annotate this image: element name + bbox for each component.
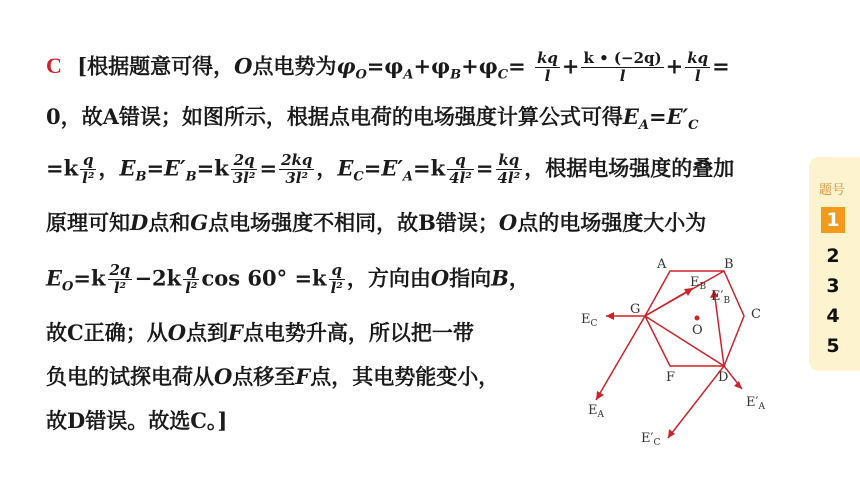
text: = — [712, 53, 730, 79]
nav-item-5[interactable]: 5 — [826, 335, 840, 357]
text: =φ — [366, 53, 404, 79]
fraction: $\frac{kq}{\text{4l²}}$ — [497, 151, 521, 188]
label-ec: $E_C$ — [581, 312, 598, 329]
fraction: $\frac{q}{\text{4l²}}$ — [449, 151, 472, 188]
text: =E′ — [649, 104, 689, 129]
fraction: $\frac{q}{\text{l²}}$ — [82, 151, 95, 188]
text: = — [508, 53, 526, 79]
text: φ — [336, 53, 356, 79]
fraction: $\frac{q}{\text{l²}}$ — [185, 261, 198, 298]
line-g-ea — [596, 316, 645, 400]
question-nav — [809, 157, 860, 371]
line-6: 故C正确；从O点到F点电势升高，所以把一带 — [46, 320, 474, 345]
nav-item-1[interactable]: 1 — [821, 207, 845, 233]
nav-item-4[interactable]: 4 — [826, 305, 840, 327]
text: + — [561, 53, 580, 79]
text: 0，故A错误；如图所示，根据点电荷的电场强度计算公式可得 — [46, 104, 623, 129]
label-ea: $E_A$ — [588, 403, 604, 420]
label-epa: $E'_A$ — [746, 395, 765, 412]
label-f: F — [666, 370, 676, 385]
text: +φ — [461, 53, 498, 79]
arrowhead — [734, 381, 742, 389]
text: A — [403, 67, 414, 83]
label-eb: $E_B$ — [690, 275, 707, 292]
text: O — [234, 53, 253, 79]
fraction: $\frac{q}{\text{l²}}$ — [330, 261, 343, 298]
label-d: D — [718, 370, 729, 385]
text: [根据题意可得， — [77, 53, 235, 79]
line-d-epc — [668, 366, 724, 438]
line-3: =k $\frac{q}{\text{l²}}$ ，$E_B=E'_B=k$ $\frac{2q}{\text{3l²}}$ = $\frac{2kq}{\text{3l²}}$ ，$E_C=E'_A=k$ $\frac{q}{\text{4l²}}$ = $\frac{kq}{\text{4l²}}$ ，根据电场强度的叠加 — [46, 151, 735, 188]
text: =k — [46, 155, 79, 181]
fraction: $\frac{2q}{\text{3l²}}$ — [232, 151, 256, 188]
text: + — [665, 53, 684, 79]
line-5: $E_O=k$ $\frac{2q}{\text{l²}}$ −2k $\frac{q}{\text{l²}}$ cos 60° =k $\frac{q}{\text{l²}}$ ，方向由O指向B， — [46, 261, 530, 298]
nav-item-2[interactable]: 2 — [826, 245, 840, 267]
center-point — [695, 316, 700, 321]
line-7: 负电的试探电荷从O点移至F点，其电势能变小， — [46, 364, 500, 389]
fraction: $\frac{k • (-2q)}{l}$ — [583, 49, 662, 86]
label-o: O — [692, 323, 703, 338]
text: B — [450, 67, 462, 83]
label-c: C — [751, 307, 761, 322]
nav-item-3[interactable]: 3 — [826, 275, 840, 297]
fraction: $\frac{2kq}{\text{3l²}}$ — [281, 151, 313, 188]
text: +φ — [413, 53, 451, 79]
text: 点电势为 — [252, 53, 337, 79]
text: O — [355, 67, 367, 83]
label-a: A — [657, 257, 667, 272]
text: C — [497, 67, 509, 83]
line-8: 故D错误。故选C。] — [46, 408, 228, 433]
fraction: $\frac{kq}{l}$ — [536, 49, 558, 86]
line-4: 原理可知D点和G点电场强度不相同，故B错误；O点的电场强度大小为 — [46, 210, 707, 235]
nav-title: 题号 — [818, 183, 845, 198]
fraction: $\frac{kq}{l}$ — [687, 49, 709, 86]
answer-letter: C — [46, 53, 62, 79]
line-2: 0，故A错误；如图所示，根据点电荷的电场强度计算公式可得$E_A=E'_C$ — [46, 104, 699, 134]
label-g: G — [630, 302, 641, 317]
arrowhead — [606, 312, 614, 320]
label-b: B — [724, 257, 734, 272]
label-epc: $E'_C$ — [641, 431, 661, 448]
fraction: $\frac{2q}{\text{l²}}$ — [109, 261, 131, 298]
label-epb: $E'_B$ — [711, 289, 731, 306]
text: E — [622, 104, 639, 129]
